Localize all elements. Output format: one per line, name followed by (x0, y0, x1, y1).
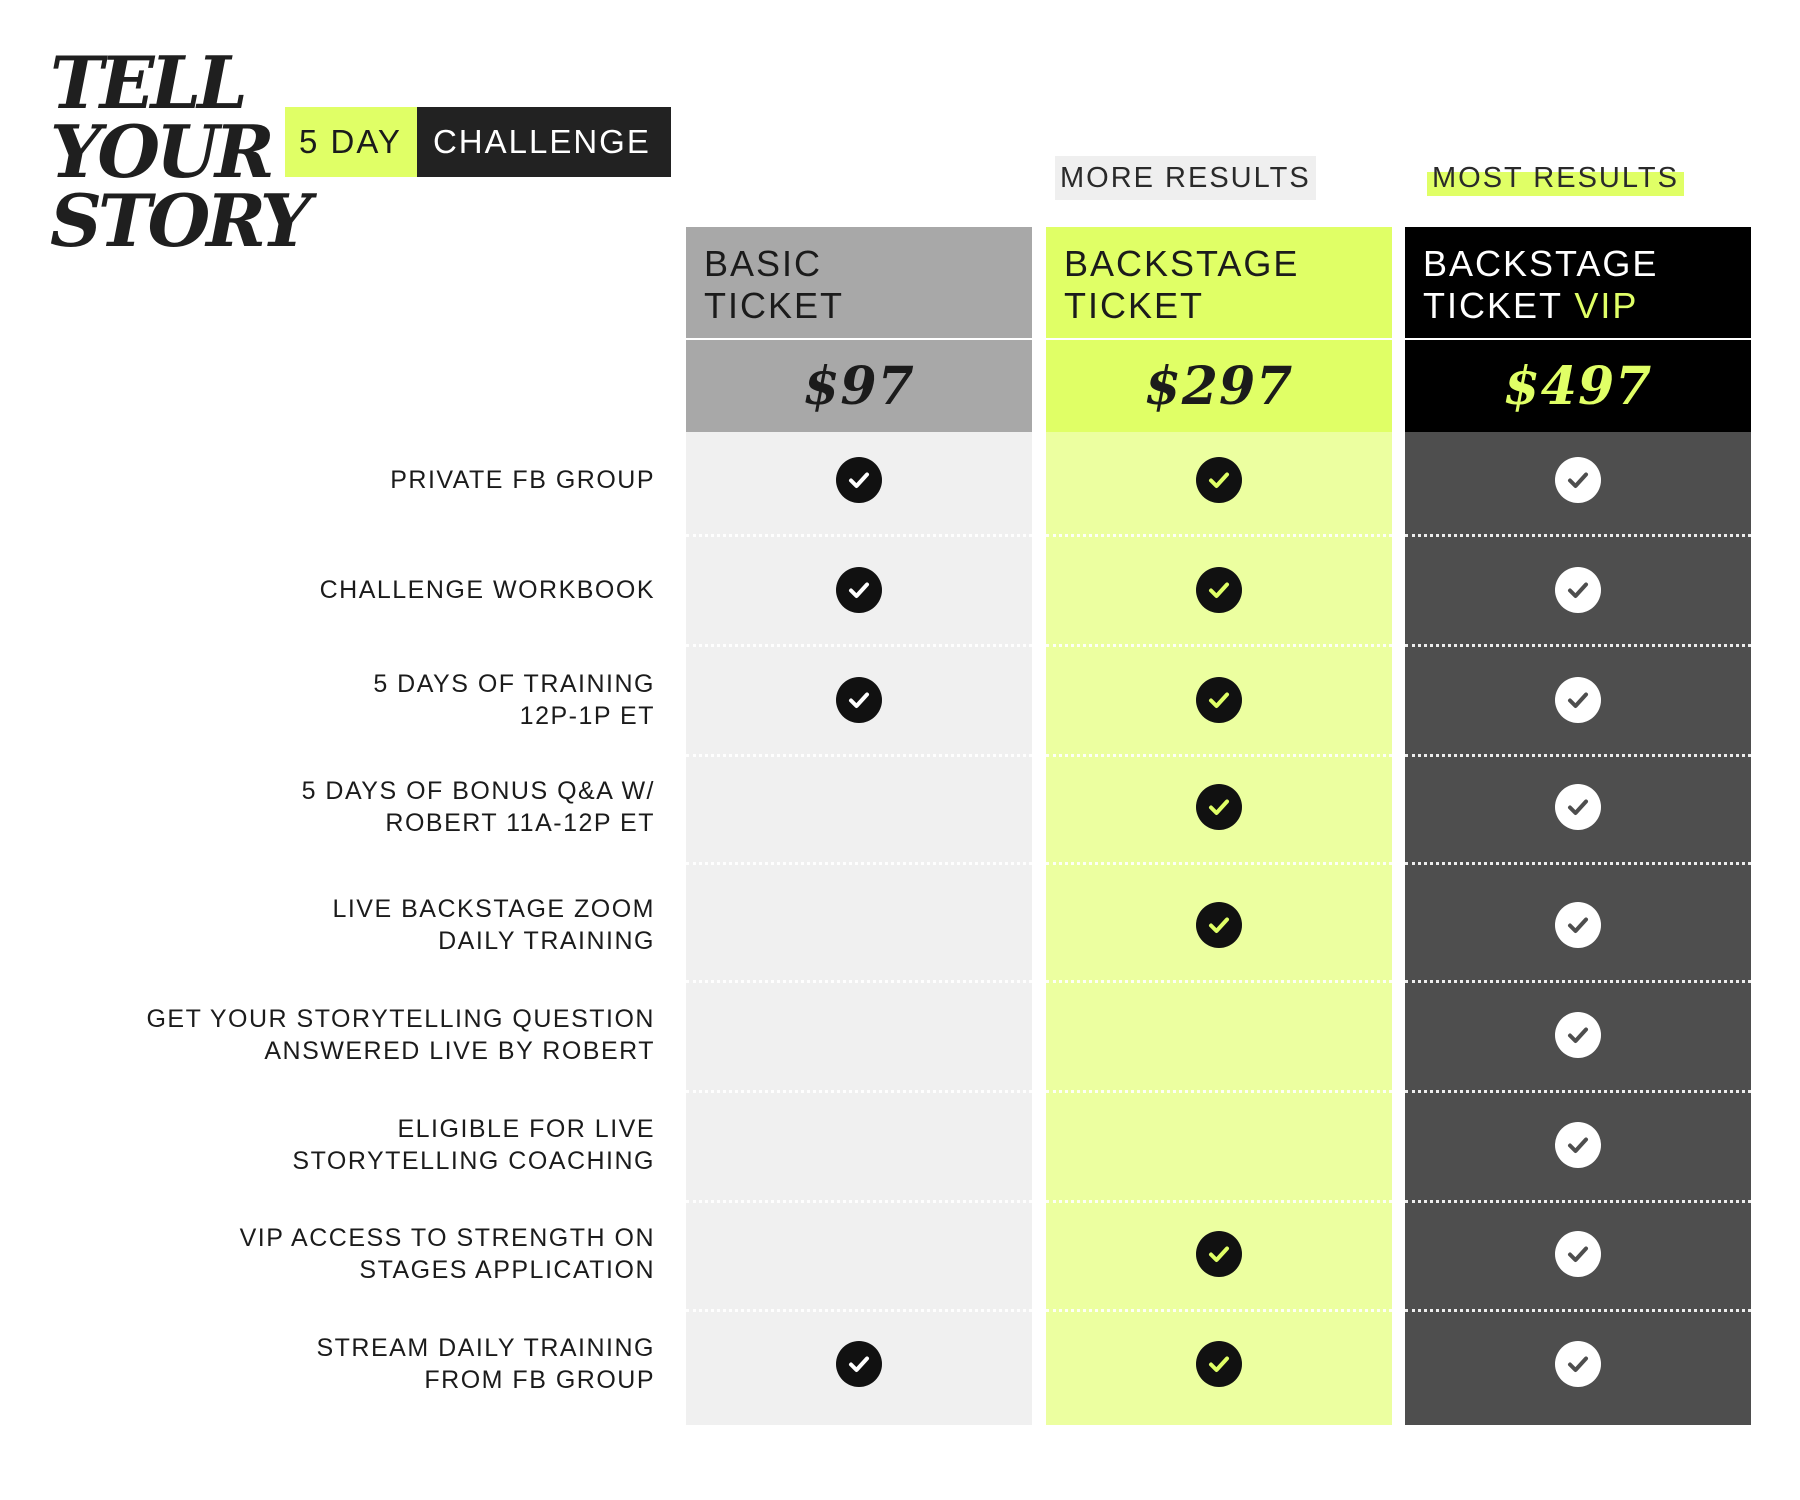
tag-more-results: MORE RESULTS (1055, 156, 1316, 200)
row-divider (1046, 1090, 1392, 1093)
tier-name-line-2: TICKET (1064, 285, 1205, 326)
check-circle-icon (836, 457, 882, 503)
tier-price: $297 (1046, 340, 1392, 432)
row-divider (686, 862, 1032, 865)
badge-challenge: CHALLENGE (417, 107, 671, 177)
row-divider (1046, 754, 1392, 757)
check-circle-icon (836, 677, 882, 723)
tier-price: $497 (1405, 340, 1751, 432)
page-title (50, 40, 308, 263)
feature-label-line-1: 5 DAYS OF BONUS Q&A W/ (301, 777, 655, 805)
vip-highlight: VIP (1574, 285, 1639, 326)
row-divider (686, 1200, 1032, 1203)
row-divider (1046, 1200, 1392, 1203)
feature-label-line-2: 12P-1P ET (519, 702, 655, 730)
check-circle-icon (1555, 902, 1601, 948)
check-circle-icon (836, 1341, 882, 1387)
feature-label (292, 1113, 655, 1177)
feature-label-line-2: ANSWERED LIVE BY ROBERT (264, 1037, 655, 1065)
check-circle-icon (1555, 1012, 1601, 1058)
column-backstage-ticket-vip[interactable] (1405, 227, 1751, 1425)
tier-header (686, 227, 1032, 340)
row-divider (686, 1309, 1032, 1312)
check-circle-icon (1196, 677, 1242, 723)
row-divider (1405, 1309, 1751, 1312)
feature-label-line-2: FROM FB GROUP (424, 1366, 655, 1394)
tier-name-text: TICKET (1423, 285, 1563, 326)
feature-label-line-1: GET YOUR STORYTELLING QUESTION (146, 1005, 655, 1033)
check-circle-icon (1555, 567, 1601, 613)
tier-header (1046, 227, 1392, 340)
row-divider (1046, 1309, 1392, 1312)
check-circle-icon (1196, 1231, 1242, 1277)
tier-features (1405, 432, 1751, 1425)
feature-label-line-1: VIP ACCESS TO STRENGTH ON (239, 1224, 655, 1252)
check-circle-icon (1196, 784, 1242, 830)
feature-label-line-1: LIVE BACKSTAGE ZOOM (332, 895, 655, 923)
feature-label (316, 1332, 655, 1396)
check-circle-icon (1555, 1122, 1601, 1168)
feature-label-line-1: STREAM DAILY TRAINING (316, 1334, 655, 1362)
feature-label-line-1: 5 DAYS OF TRAINING (373, 670, 655, 698)
row-divider (686, 1090, 1032, 1093)
tag-most-results: MOST RESULTS (1427, 156, 1684, 200)
row-divider (1405, 980, 1751, 983)
check-circle-icon (1555, 784, 1601, 830)
check-circle-icon (1196, 902, 1242, 948)
feature-label-line-2: STORYTELLING COACHING (292, 1147, 655, 1175)
check-circle-icon (1196, 457, 1242, 503)
tier-name-line-1: BACKSTAGE (1064, 243, 1300, 284)
row-divider (1046, 980, 1392, 983)
feature-label-line-2: STAGES APPLICATION (359, 1256, 655, 1284)
tier-name-line-1: BASIC (704, 243, 823, 284)
feature-label-line-2: ROBERT 11A-12P ET (385, 809, 655, 837)
row-divider (1405, 754, 1751, 757)
feature-label (146, 1003, 655, 1067)
challenge-badge (285, 107, 671, 177)
row-divider (686, 980, 1032, 983)
tier-features (1046, 432, 1392, 1425)
check-circle-icon (1555, 677, 1601, 723)
tier-features (686, 432, 1032, 1425)
badge-days: 5 DAY (285, 107, 417, 177)
tier-name-line-2 (1423, 285, 1751, 327)
check-circle-icon (836, 567, 882, 613)
row-divider (1405, 862, 1751, 865)
feature-label (390, 464, 655, 496)
tier-name-line-2: TICKET (704, 285, 845, 326)
feature-label (320, 574, 655, 606)
title-line-2: YOUR (50, 109, 271, 194)
check-circle-icon (1555, 1231, 1601, 1277)
feature-label-line-2: DAILY TRAINING (438, 927, 655, 955)
row-divider (1405, 534, 1751, 537)
row-divider (686, 644, 1032, 647)
column-backstage-ticket[interactable] (1046, 227, 1392, 1425)
column-basic-ticket[interactable] (686, 227, 1032, 1425)
row-divider (1046, 644, 1392, 647)
tier-name-line-1: BACKSTAGE (1423, 243, 1659, 284)
feature-label-line-1: PRIVATE FB GROUP (390, 466, 655, 494)
row-divider (1405, 644, 1751, 647)
feature-label (332, 893, 655, 957)
row-divider (1405, 1090, 1751, 1093)
row-divider (686, 534, 1032, 537)
feature-label-line-1: CHALLENGE WORKBOOK (319, 576, 655, 604)
title-line-3: STORY (50, 178, 308, 263)
row-divider (686, 754, 1032, 757)
check-circle-icon (1555, 1341, 1601, 1387)
tier-price: $97 (686, 340, 1032, 432)
check-circle-icon (1196, 567, 1242, 613)
feature-label-line-1: ELIGIBLE FOR LIVE (397, 1115, 655, 1143)
check-circle-icon (1196, 1341, 1242, 1387)
feature-label (240, 1222, 655, 1286)
row-divider (1405, 1200, 1751, 1203)
row-divider (1046, 862, 1392, 865)
feature-label (373, 668, 655, 732)
row-divider (1046, 534, 1392, 537)
feature-label (302, 775, 655, 839)
title-line-1: TELL (50, 40, 244, 125)
check-circle-icon (1555, 457, 1601, 503)
tier-header (1405, 227, 1751, 340)
